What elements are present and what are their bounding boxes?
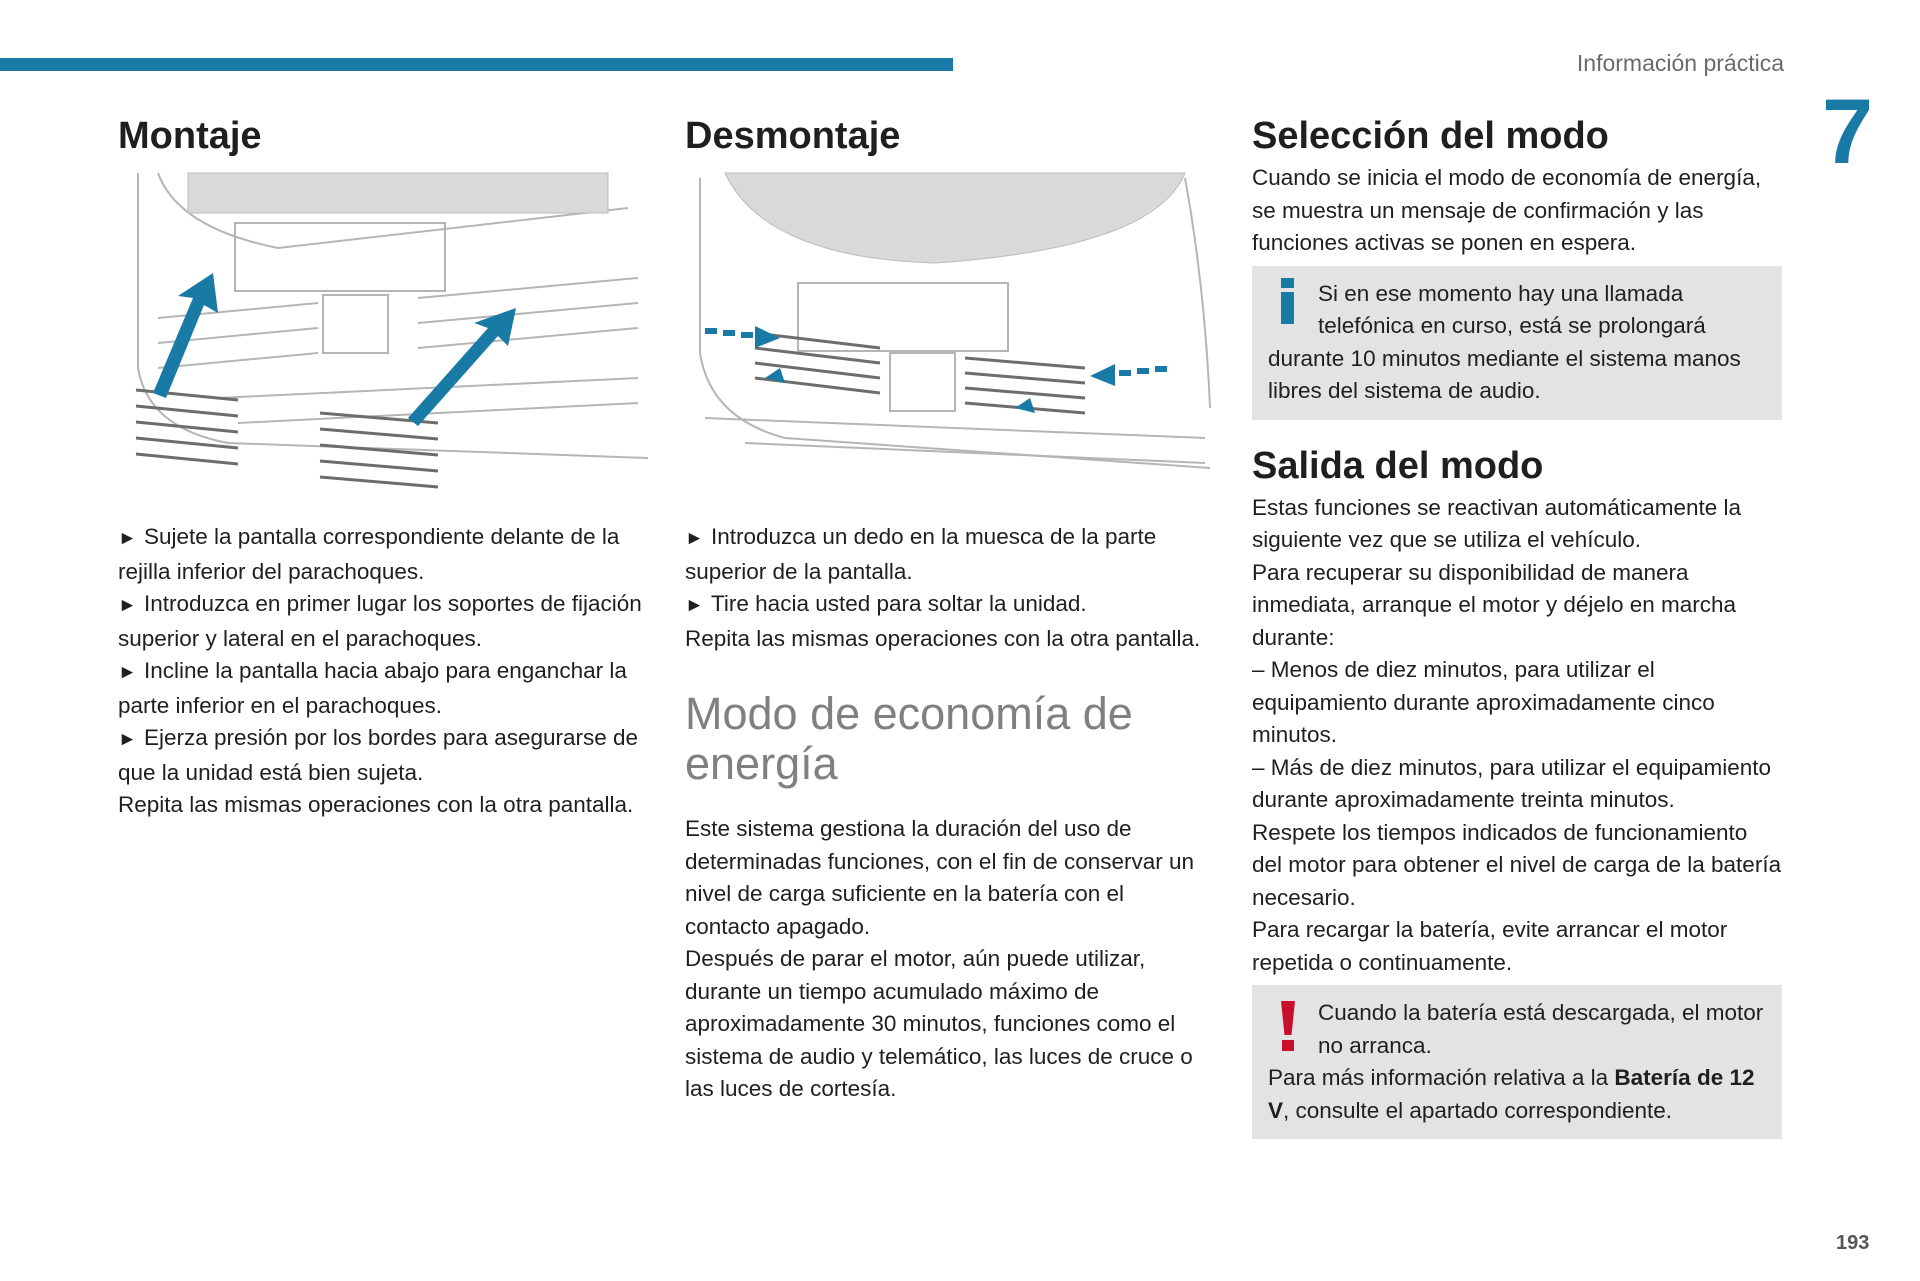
grille-removal-drawing: [685, 168, 1215, 493]
desmontaje-heading: Desmontaje: [685, 115, 901, 157]
info-note-text: Si en ese momento hay una llamada telefónica en curso, está se prolongará durante 10 minutos mediante el sistema manos libres del sistema de audio.: [1268, 280, 1741, 403]
bullet-arrow-icon: ►: [118, 729, 137, 750]
montaje-step: ► Ejerza presión por los bordes para asegurarse de que la unidad está bien sujeta.: [118, 725, 639, 785]
bullet-arrow-icon: ►: [118, 662, 137, 683]
section-label: Información práctica: [1576, 50, 1784, 76]
seleccion-heading: Selección del modo: [1252, 115, 1609, 157]
montaje-step: ► Incline la pantalla hacia abajo para enganchar la parte inferior en el parachoques.: [118, 658, 627, 718]
montaje-step: ► Sujete la pantalla correspondiente delante de la rejilla inferior del parachoques.: [118, 524, 620, 584]
info-note: [1252, 266, 1782, 420]
economia-paragraph-2: Después de parar el motor, aún puede utilizar, durante un tiempo acumulado máximo de aproximadamente 30 minutos, funciones como el sistema de audio y telemático, las luces de cruce o las luces de cortesía.: [685, 946, 1193, 1101]
bullet-arrow-icon: ►: [118, 595, 137, 616]
bullet-arrow-icon: ►: [685, 528, 704, 549]
montaje-step: ► Introduzca en primer lugar los soportes de fijación superior y lateral en el parachoques.: [118, 591, 642, 651]
bullet-arrow-icon: ►: [118, 528, 137, 549]
page-number: 193: [1836, 1232, 1870, 1254]
economia-paragraph-1: Este sistema gestiona la duración del uso de determinadas funciones, con el fin de conservar un nivel de carga suficiente en la batería con el contacto apagado.: [685, 816, 1195, 939]
grille-mounting-illustration: [118, 168, 648, 493]
desmontaje-step: ► Introduzca un dedo en la muesca de la parte superior de la pantalla.: [685, 524, 1157, 584]
warning-note-text-2a: Para más información relativa a la: [1268, 1065, 1615, 1090]
warning-note-link-text: Batería de 12 V: [1268, 1065, 1755, 1123]
chapter-number: 7: [1822, 81, 1874, 183]
warning-note-text-2c: , consulte el apartado correspondiente.: [1283, 1097, 1673, 1123]
warning-note: [1252, 985, 1782, 1139]
montaje-heading: Montaje: [118, 115, 262, 157]
salida-body: [1252, 492, 1782, 980]
column-modo: [1252, 112, 1782, 1139]
warning-note-text-1: Cuando la batería está descargada, el motor no arranca.: [1318, 1000, 1764, 1058]
desmontaje-repeat: Repita las mismas operaciones con la otra pantalla.: [685, 625, 1201, 651]
desmontaje-step: ► Tire hacia usted para soltar la unidad.: [685, 588, 1215, 623]
info-icon: [1268, 278, 1318, 343]
warning-icon: [1268, 997, 1318, 1062]
column-montaje: [118, 112, 648, 822]
desmontaje-steps: [685, 521, 1215, 655]
bullet-arrow-icon: ►: [685, 595, 704, 616]
seleccion-paragraph: Cuando se inicia el modo de economía de energía, se muestra un mensaje de confirmación y las funciones activas se ponen en espera.: [1252, 165, 1762, 255]
salida-paragraph-2: Para recuperar su disponibilidad de manera inmediata, arranque el motor y déjelo en marcha durante:: [1252, 559, 1737, 650]
grille-mounting-drawing: [118, 168, 648, 493]
salida-dash-item: – Menos de diez minutos, para utilizar el equipamiento durante aproximadamente cinco minutos.: [1252, 657, 1715, 747]
header-accent-bar: [0, 58, 953, 71]
montaje-steps: [118, 521, 648, 822]
economia-body: [685, 813, 1215, 1106]
economia-heading: Modo de economía de energía: [685, 688, 1133, 789]
salida-heading: Salida del modo: [1252, 444, 1544, 487]
column-desmontaje: [685, 112, 1215, 1106]
salida-paragraph-4: Para recargar la batería, evite arrancar el motor repetida o continuamente.: [1252, 917, 1728, 975]
salida-paragraph-1: Estas funciones se reactivan automáticamente la siguiente vez que se utiliza el vehículo.: [1252, 494, 1742, 552]
salida-dash-item: – Más de diez minutos, para utilizar el equipamiento durante aproximadamente treinta minutos.: [1252, 754, 1772, 812]
montaje-repeat: Repita las mismas operaciones con la otra pantalla.: [118, 792, 634, 817]
salida-paragraph-3: Respete los tiempos indicados de funcionamiento del motor para obtener el nivel de carga de la batería necesario.: [1252, 819, 1782, 910]
grille-removal-illustration: [685, 168, 1215, 493]
